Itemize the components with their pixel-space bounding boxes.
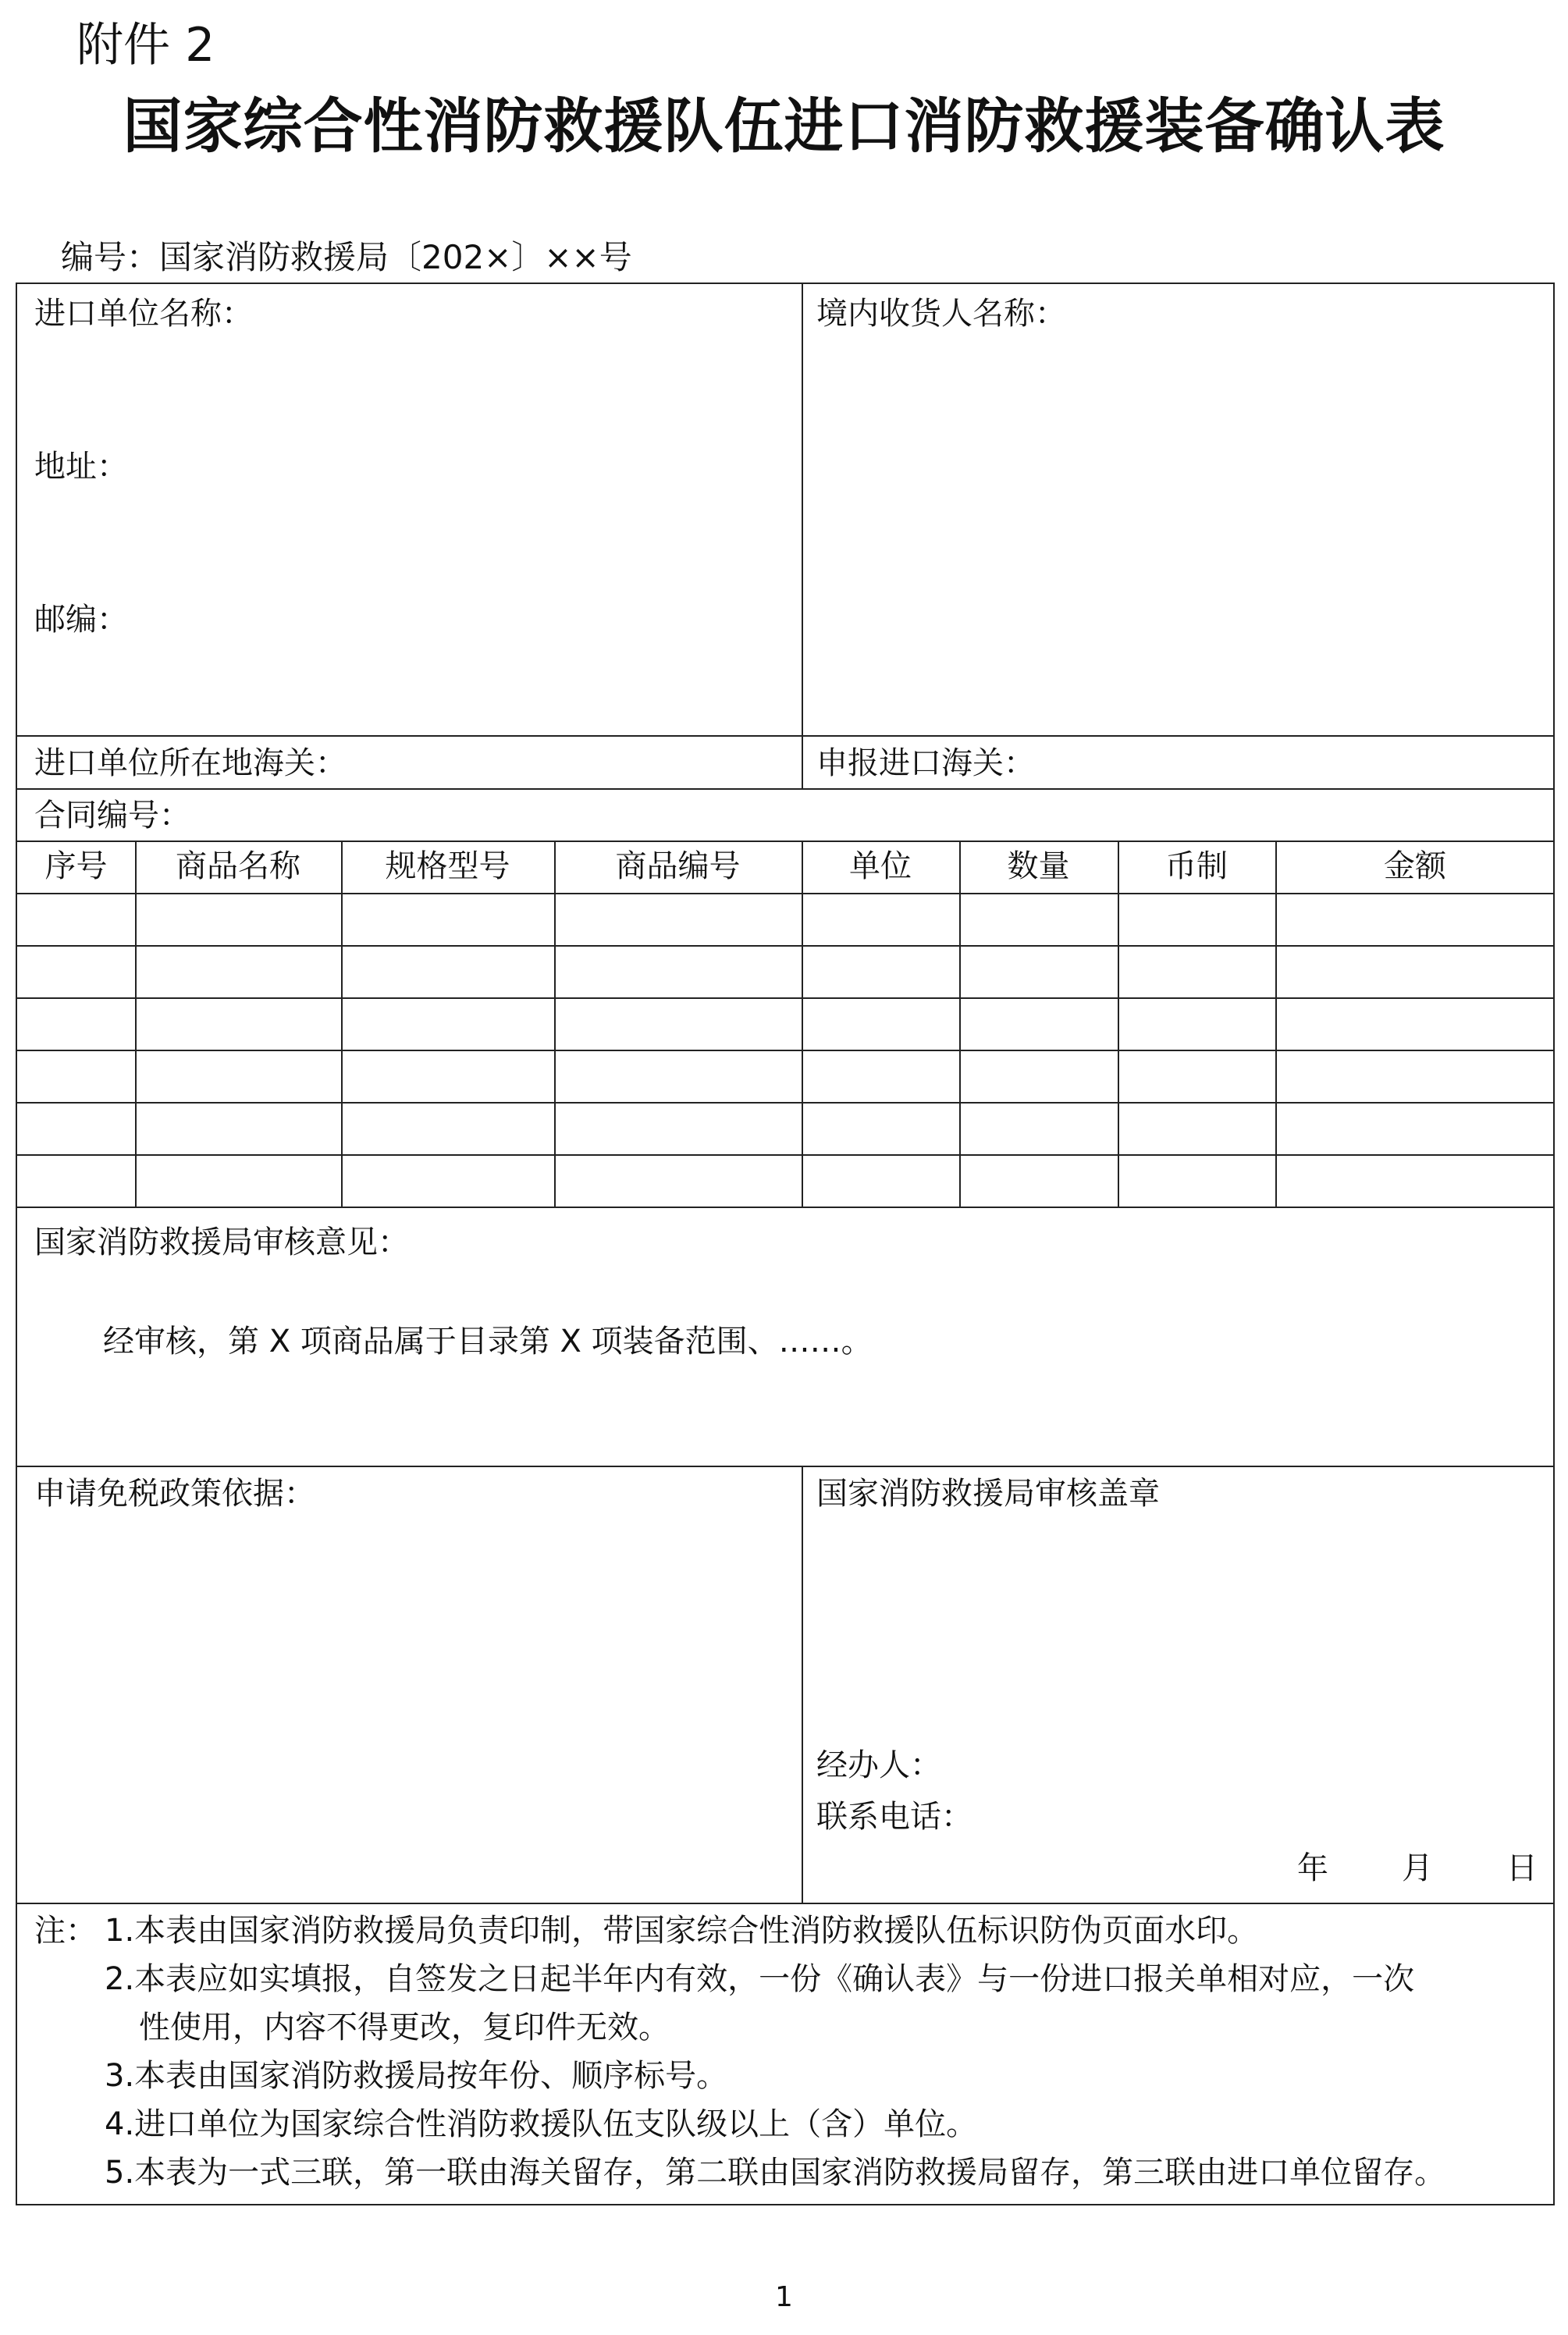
col-divider-5 bbox=[959, 841, 961, 1207]
date-day: 日 bbox=[1506, 1850, 1538, 1886]
col-divider-4 bbox=[802, 841, 803, 1207]
column-header-product-code: 商品编号 bbox=[615, 848, 741, 884]
note-item-2-continued: 性使用，内容不得更改，复印件无效。 bbox=[139, 2010, 670, 2045]
rule-after-review bbox=[17, 1466, 1553, 1467]
column-header-currency: 币制 bbox=[1165, 848, 1228, 884]
col-divider-3 bbox=[554, 841, 556, 1207]
column-header-product-name: 商品名称 bbox=[176, 848, 300, 884]
divider-bottom bbox=[802, 1466, 803, 1903]
note-item-4: 4.进口单位为国家综合性消防救援队伍支队级以上（含）单位。 bbox=[105, 2106, 978, 2142]
rule-row-2 bbox=[17, 997, 1553, 999]
confirmation-form bbox=[16, 283, 1555, 2205]
consignee-label: 境内收货人名称： bbox=[816, 296, 1066, 332]
date-year: 年 bbox=[1297, 1850, 1328, 1886]
note-item-1: 1.本表由国家消防救援局负责印制，带国家综合性消防救援队伍标识防伪页面水印。 bbox=[105, 1913, 1259, 1949]
column-header-quantity: 数量 bbox=[1007, 848, 1070, 884]
rule-after-seal bbox=[17, 1903, 1553, 1904]
importer-name-label: 进口单位名称： bbox=[34, 296, 253, 332]
note-item-3: 3.本表由国家消防救援局按年份、顺序标号。 bbox=[105, 2058, 728, 2094]
contract-number-label: 合同编号： bbox=[34, 798, 190, 833]
postcode-label: 邮编： bbox=[34, 602, 128, 638]
note-item-5: 5.本表为一式三联，第一联由海关留存，第二联由国家消防救援局留存，第三联由进口单位留存。 bbox=[105, 2155, 1446, 2191]
col-divider-1 bbox=[135, 841, 137, 1207]
phone-label: 联系电话： bbox=[816, 1799, 972, 1835]
rule-row-4 bbox=[17, 1102, 1553, 1104]
declare-customs-label: 申报进口海关： bbox=[816, 745, 1035, 781]
address-label: 地址： bbox=[34, 449, 128, 485]
note-item-2: 2.本表应如实填报，自签发之日起半年内有效，一份《确认表》与一份进口报关单相对应，一次 bbox=[105, 1961, 1415, 1997]
notes-prefix: 注： bbox=[34, 1913, 97, 1949]
policy-basis-label: 申请免税政策依据： bbox=[34, 1476, 315, 1512]
rule-row-3 bbox=[17, 1050, 1553, 1051]
document-title: 国家综合性消防救援队伍进口消防救援装备确认表 bbox=[123, 91, 1445, 161]
col-divider-7 bbox=[1275, 841, 1277, 1207]
column-header-spec-model: 规格型号 bbox=[385, 848, 510, 884]
rule-row-5 bbox=[17, 1154, 1553, 1156]
attachment-label: 附件 2 bbox=[76, 18, 215, 73]
rule-row-1 bbox=[17, 945, 1553, 947]
rule-after-importer bbox=[17, 735, 1553, 737]
review-opinion-text: 经审核，第 X 项商品属于目录第 X 项装备范围、……。 bbox=[103, 1324, 873, 1359]
date-month: 月 bbox=[1402, 1850, 1433, 1886]
handler-label: 经办人： bbox=[816, 1747, 941, 1783]
rule-after-header bbox=[17, 893, 1553, 894]
column-header-amount: 金额 bbox=[1384, 848, 1446, 884]
local-customs-label: 进口单位所在地海关： bbox=[34, 745, 347, 781]
col-divider-6 bbox=[1118, 841, 1119, 1207]
rule-after-customs bbox=[17, 788, 1553, 790]
divider-top bbox=[802, 284, 803, 788]
review-opinion-label: 国家消防救援局审核意见： bbox=[34, 1224, 409, 1260]
rule-row-6 bbox=[17, 1207, 1553, 1208]
seal-label: 国家消防救援局审核盖章 bbox=[816, 1476, 1160, 1512]
serial-number: 编号：国家消防救援局〔202×〕××号 bbox=[61, 238, 632, 276]
column-header-unit: 单位 bbox=[849, 848, 912, 884]
column-header-index: 序号 bbox=[44, 848, 108, 884]
col-divider-2 bbox=[341, 841, 343, 1207]
page-number: 1 bbox=[775, 2281, 793, 2313]
